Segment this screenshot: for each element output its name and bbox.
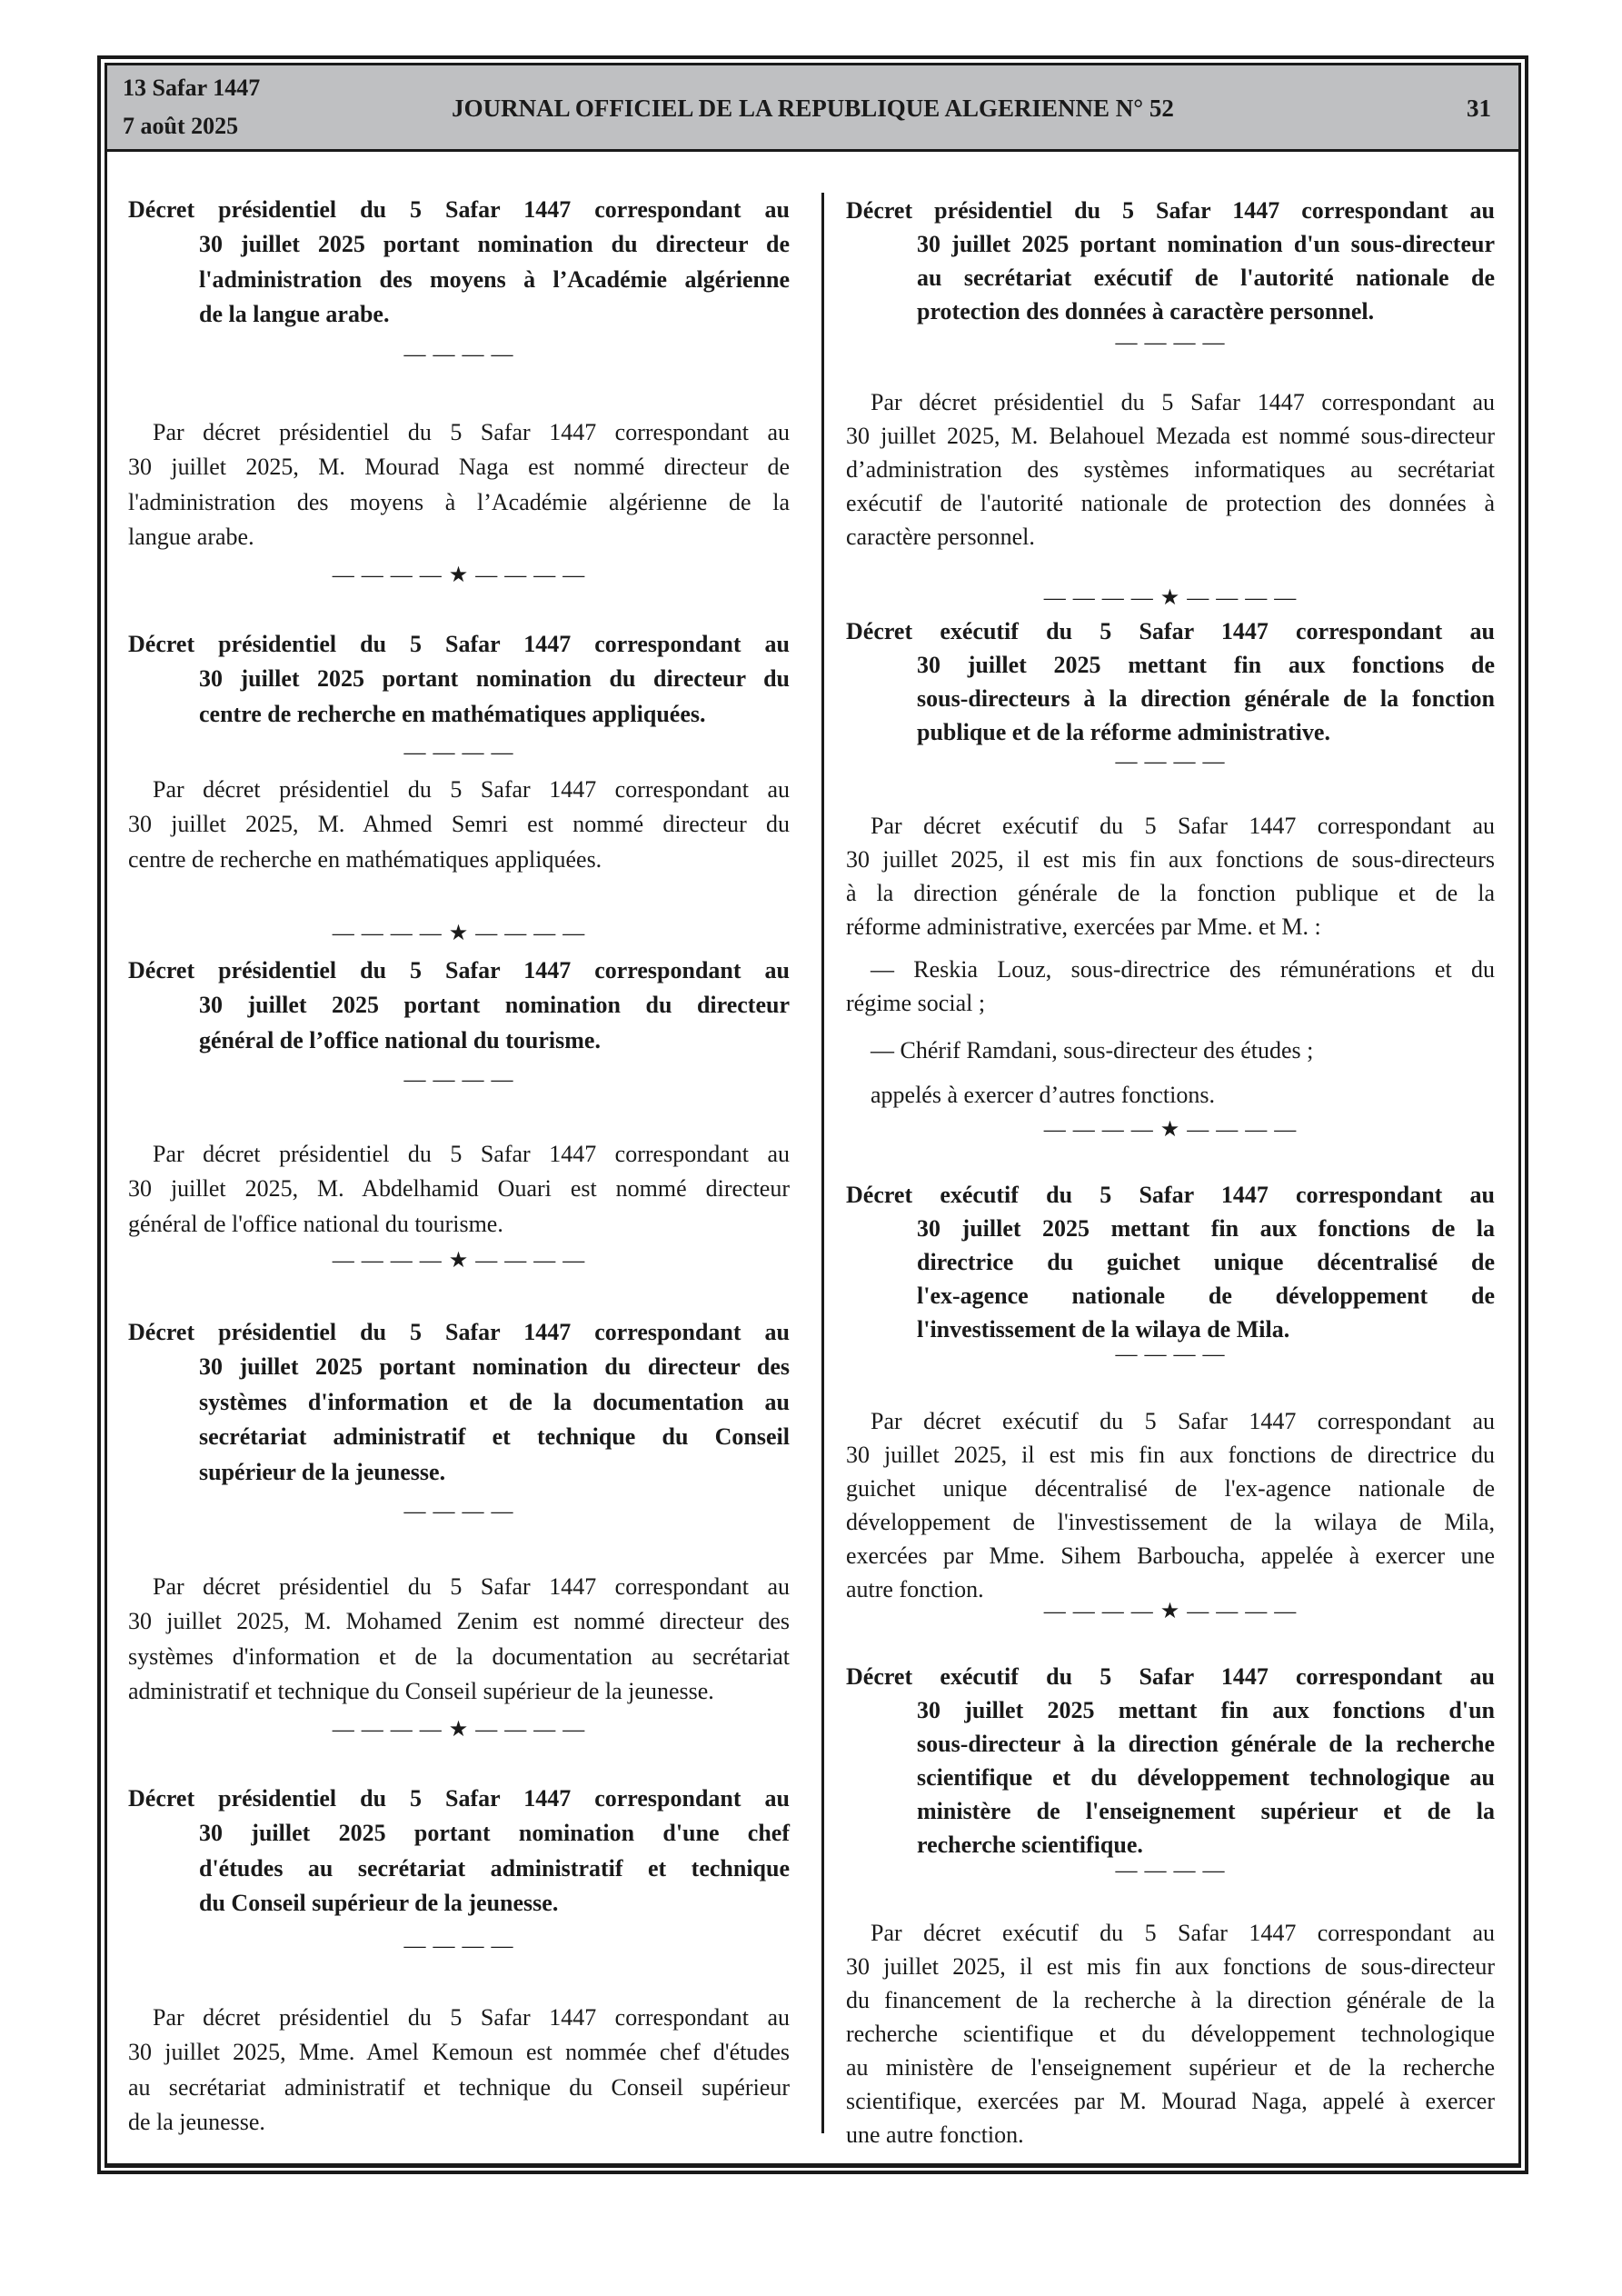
text-line-content: 30 juillet 2025, M. Belahouel Mezada est nommé sous-directeur — [846, 422, 1495, 449]
text-line — [846, 682, 1495, 715]
text-line-content: exécutif de l'autorité nationale de protection des données à — [846, 489, 1495, 516]
text-line — [846, 715, 1495, 749]
text-line — [846, 953, 1495, 986]
text-line-content: sous-directeurs à la direction générale de la fonction — [917, 684, 1495, 712]
text-line — [128, 2105, 790, 2141]
dash-separator-text: — — — — — [403, 1499, 514, 1523]
text-line-content: exercées par Mme. Sihem Barboucha, appelée à exercer une — [846, 1542, 1495, 1569]
text-line-content: Par décret exécutif du 5 Safar 1447 correspondant au — [871, 812, 1495, 839]
dash-separator — [846, 326, 1495, 360]
text-line-content: Décret présidentiel du 5 Safar 1447 correspondant au — [128, 195, 790, 223]
decree-heading — [128, 627, 790, 733]
text-line — [128, 627, 790, 663]
star-separator — [128, 558, 790, 594]
decree-heading — [846, 1660, 1495, 1862]
star-separator-text: — — — — ★ — — — — — [1043, 585, 1298, 610]
star-separator-text: — — — — ★ — — — — — [1043, 1117, 1298, 1142]
text-line — [846, 294, 1495, 328]
text-line-content: l'administration des moyens à l’Académie algérienne — [199, 265, 790, 293]
text-line-content: publique et de la réforme administrative. — [917, 718, 1330, 745]
text-line — [128, 1604, 790, 1640]
text-line — [128, 1137, 790, 1173]
text-line — [846, 227, 1495, 261]
text-line — [846, 2051, 1495, 2084]
text-line — [128, 450, 790, 485]
text-line — [846, 1539, 1495, 1572]
text-line — [128, 263, 790, 298]
text-line — [128, 1172, 790, 1207]
text-line-content: à la direction générale de la fonction publique et de la — [846, 879, 1495, 906]
text-line-content: une autre fonction. — [846, 2121, 1024, 2148]
text-line — [846, 194, 1495, 227]
dash-separator — [846, 1338, 1495, 1372]
text-line-content: 30 juillet 2025, il est mis fin aux fonctions de sous-directeur — [846, 1952, 1495, 1980]
dash-separator — [128, 337, 790, 373]
text-line — [128, 1816, 790, 1852]
decree-paragraph — [846, 385, 1495, 554]
text-line-content: Décret présidentiel du 5 Safar 1447 correspondant au — [128, 630, 790, 657]
text-line — [846, 1033, 1495, 1067]
star-separator-text: — — — — ★ — — — — — [332, 563, 586, 587]
text-line-content: au secrétariat administratif et technique du Conseil supérieur — [128, 2073, 790, 2101]
text-line — [846, 1279, 1495, 1313]
text-line — [846, 1693, 1495, 1727]
text-line-content: 30 juillet 2025 portant nomination du directeur des — [199, 1353, 790, 1381]
text-line — [846, 1245, 1495, 1279]
text-line — [846, 486, 1495, 520]
text-line — [846, 614, 1495, 648]
dash-separator-text: — — — — — [403, 1933, 514, 1958]
text-line-content: supérieur de la jeunesse. — [199, 1458, 446, 1485]
text-line — [846, 986, 1495, 1020]
page-number: 31 — [1467, 95, 1491, 122]
dash-separator — [128, 1494, 790, 1530]
star-separator — [846, 1595, 1495, 1629]
text-line — [846, 910, 1495, 943]
dash-separator-text: — — — — — [403, 1067, 514, 1092]
decree-paragraph — [846, 809, 1495, 943]
text-line-content: réforme administrative, exercées par Mme. et M. : — [846, 913, 1321, 940]
decree-paragraph — [846, 953, 1495, 1020]
text-line — [846, 1078, 1495, 1112]
text-line — [846, 876, 1495, 910]
text-line — [846, 1505, 1495, 1539]
text-line-content: Décret présidentiel du 5 Safar 1447 correspondant au — [128, 956, 790, 983]
text-line-content: de la langue arabe. — [199, 301, 390, 328]
star-separator-text: — — — — ★ — — — — — [332, 921, 586, 945]
decree-heading — [128, 953, 790, 1059]
text-line — [846, 1916, 1495, 1950]
decree-paragraph — [846, 1404, 1495, 1606]
text-line — [128, 1315, 790, 1351]
text-line — [128, 1886, 790, 1922]
text-line-content: général de l’office national du tourisme. — [199, 1026, 601, 1053]
text-line-content: du Conseil supérieur de la jeunesse. — [199, 1890, 559, 1917]
text-line-content: scientifique, exercées par M. Mourad Naga, appelé à exercer — [846, 2087, 1495, 2114]
decree-heading — [846, 614, 1495, 749]
text-line — [128, 988, 790, 1023]
text-line — [846, 2084, 1495, 2118]
text-line-content: au secrétariat exécutif de l'autorité nationale de — [917, 264, 1495, 291]
decree-paragraph — [128, 1570, 790, 1710]
text-line-content: régime social ; — [846, 989, 986, 1016]
star-separator-text: — — — — ★ — — — — — [1043, 1599, 1298, 1623]
dash-separator-text: — — — — — [403, 740, 514, 764]
text-line-content: recherche scientifique et du développement technologique — [846, 2020, 1495, 2047]
star-separator-text: — — — — ★ — — — — — [332, 1717, 586, 1742]
text-line-content: sous-directeur à la direction générale de la recherche — [917, 1730, 1495, 1757]
text-line — [128, 1420, 790, 1455]
text-line — [846, 1404, 1495, 1438]
dash-separator — [128, 1063, 790, 1098]
decree-paragraph — [846, 1078, 1495, 1112]
text-line-content: Par décret exécutif du 5 Safar 1447 correspondant au — [871, 1407, 1495, 1434]
text-line-content: — Reskia Louz, sous-directrice des rémunérations et du — [871, 955, 1495, 983]
text-line-content: Décret présidentiel du 5 Safar 1447 correspondant au — [846, 196, 1495, 224]
text-line-content: Par décret exécutif du 5 Safar 1447 correspondant au — [871, 1919, 1495, 1946]
text-line — [128, 1350, 790, 1385]
text-line-content: 30 juillet 2025, M. Ahmed Semri est nommé directeur du — [128, 811, 790, 838]
decree-paragraph — [128, 773, 790, 878]
text-line — [128, 662, 790, 697]
text-line-content: administratif et technique du Conseil supérieur de la jeunesse. — [128, 1678, 714, 1705]
text-line — [128, 1674, 790, 1710]
text-line-content: Par décret présidentiel du 5 Safar 1447 correspondant au — [153, 1140, 790, 1167]
text-line — [128, 2001, 790, 2036]
text-line — [846, 1660, 1495, 1693]
text-line — [846, 843, 1495, 876]
text-line-content: — Chérif Ramdani, sous-directeur des études ; — [871, 1036, 1314, 1063]
text-line — [128, 193, 790, 228]
text-line-content: recherche scientifique. — [917, 1831, 1143, 1858]
text-line — [846, 1983, 1495, 2017]
text-line-content: d’administration des systèmes informatiques au secrétariat — [846, 455, 1495, 483]
text-line-content: protection des données à caractère personnel. — [917, 297, 1375, 324]
text-line — [846, 1212, 1495, 1245]
dash-separator-text: — — — — — [1115, 749, 1226, 774]
text-line — [128, 297, 790, 333]
dash-separator-text: — — — — — [1115, 1342, 1226, 1366]
text-line-content: Par décret présidentiel du 5 Safar 1447 correspondant au — [153, 1572, 790, 1600]
text-line — [128, 1385, 790, 1421]
text-line — [128, 1023, 790, 1059]
text-line-content: Par décret présidentiel du 5 Safar 1447 correspondant au — [153, 418, 790, 445]
text-line — [128, 227, 790, 263]
text-line-content: caractère personnel. — [846, 523, 1035, 550]
decree-paragraph — [128, 2001, 790, 2141]
column-divider — [821, 193, 824, 2133]
star-separator — [128, 1712, 790, 1748]
text-line — [846, 2017, 1495, 2051]
text-line-content: 30 juillet 2025, Mme. Amel Kemoun est nommée chef d'études — [128, 2039, 790, 2066]
star-separator — [846, 582, 1495, 615]
decree-heading — [846, 1178, 1495, 1346]
text-line — [846, 419, 1495, 453]
decree-paragraph — [128, 1137, 790, 1243]
text-line-content: systèmes d'information et de la documentation au secrétariat — [128, 1642, 790, 1670]
dash-separator-text: — — — — — [1115, 330, 1226, 354]
text-line-content: d'études au secrétariat administratif et technique — [199, 1854, 790, 1882]
text-line — [846, 2118, 1495, 2151]
decree-paragraph — [846, 1916, 1495, 2151]
text-line — [846, 809, 1495, 843]
dash-separator — [128, 1929, 790, 1964]
text-line-content: 30 juillet 2025 portant nomination d'une chef — [199, 1820, 790, 1847]
text-line-content: Décret exécutif du 5 Safar 1447 correspondant au — [846, 617, 1495, 644]
text-line-content: scientifique et du développement technologique au — [917, 1763, 1495, 1791]
header-date: 7 août 2025 — [123, 113, 239, 139]
text-line-content: 30 juillet 2025 portant nomination d'un sous-directeur — [917, 230, 1495, 257]
text-line — [128, 2035, 790, 2071]
text-line-content: l'administration des moyens à l’Académie algérienne de la — [128, 488, 790, 515]
text-line — [846, 648, 1495, 682]
text-line — [846, 1950, 1495, 1983]
text-line-content: Par décret présidentiel du 5 Safar 1447 correspondant au — [153, 2003, 790, 2031]
dash-separator — [846, 745, 1495, 779]
decree-heading — [128, 1782, 790, 1922]
text-line-content: guichet unique décentralisé de l'ex-agence nationale de — [846, 1474, 1495, 1502]
journal-header — [107, 65, 1518, 152]
text-line-content: du financement de la recherche à la direction générale de la — [846, 1986, 1495, 2013]
text-line — [128, 843, 790, 878]
text-line — [128, 1782, 790, 1817]
text-line-content: Par décret présidentiel du 5 Safar 1447 correspondant au — [871, 388, 1495, 415]
text-line — [846, 1438, 1495, 1472]
text-line-content: Décret présidentiel du 5 Safar 1447 correspondant au — [128, 1318, 790, 1345]
text-line-content: 30 juillet 2025, il est mis fin aux fonctions de directrice du — [846, 1441, 1495, 1468]
text-line-content: 30 juillet 2025 mettant fin aux fonctions de — [917, 651, 1495, 678]
star-separator — [128, 916, 790, 952]
text-line-content: langue arabe. — [128, 524, 254, 551]
text-line — [128, 415, 790, 451]
text-line — [846, 1727, 1495, 1761]
text-line — [128, 807, 790, 843]
text-line-content: l'ex-agence nationale de développement de — [917, 1282, 1495, 1309]
text-line-content: directrice du guichet unique décentralisé de — [917, 1248, 1495, 1275]
decree-heading — [128, 1315, 790, 1491]
text-line-content: 30 juillet 2025 mettant fin aux fonctions d'un — [917, 1696, 1495, 1723]
text-line-content: secrétariat administratif et technique du Conseil — [199, 1423, 790, 1451]
header-hijri-date: 13 Safar 1447 — [123, 75, 261, 101]
text-line — [128, 697, 790, 733]
journal-title: JOURNAL OFFICIEL DE LA REPUBLIQUE ALGERIENNE N° 52 — [452, 95, 1174, 122]
text-line — [846, 453, 1495, 486]
decree-paragraph — [128, 415, 790, 555]
text-line-content: l'investissement de la wilaya de Mila. — [917, 1315, 1290, 1343]
text-line-content: autre fonction. — [846, 1575, 984, 1602]
text-line-content: 30 juillet 2025, M. Mohamed Zenim est nommé directeur des — [128, 1608, 790, 1635]
text-line-content: 30 juillet 2025, M. Mourad Naga est nommé directeur de — [128, 454, 790, 481]
dash-separator — [846, 1854, 1495, 1888]
text-line-content: 30 juillet 2025, il est mis fin aux fonctions de sous-directeurs — [846, 845, 1495, 873]
text-line-content: développement de l'investissement de la wilaya de Mila, — [846, 1508, 1495, 1535]
text-line-content: Décret exécutif du 5 Safar 1447 correspondant au — [846, 1181, 1495, 1208]
text-line — [128, 2071, 790, 2106]
text-line-content: Décret exécutif du 5 Safar 1447 correspondant au — [846, 1662, 1495, 1690]
text-line-content: centre de recherche en mathématiques appliquées. — [199, 700, 706, 727]
dash-separator-text: — — — — — [1115, 1858, 1226, 1882]
text-line-content: 30 juillet 2025, M. Abdelhamid Ouari est nommé directeur — [128, 1175, 790, 1203]
star-separator — [128, 1243, 790, 1279]
text-line — [128, 1640, 790, 1675]
text-line — [846, 385, 1495, 419]
text-line-content: appelés à exercer d’autres fonctions. — [871, 1081, 1215, 1108]
text-line — [128, 485, 790, 521]
text-line — [846, 1178, 1495, 1212]
text-line-content: systèmes d'information et de la documentation au — [199, 1388, 790, 1415]
text-line-content: au ministère de l'enseignement supérieur et de la recherche — [846, 2053, 1495, 2081]
text-line — [846, 1794, 1495, 1828]
dash-separator — [128, 735, 790, 771]
text-line-content: 30 juillet 2025 portant nomination du directeur du — [199, 665, 790, 693]
star-separator — [846, 1113, 1495, 1147]
star-separator-text: — — — — ★ — — — — — [332, 1248, 586, 1273]
text-line-content: 30 juillet 2025 portant nomination du directeur de — [199, 231, 790, 258]
text-line-content: centre de recherche en mathématiques appliquées. — [128, 845, 602, 873]
text-line — [846, 1761, 1495, 1794]
text-line — [846, 261, 1495, 294]
text-line — [128, 520, 790, 555]
text-line — [128, 1852, 790, 1887]
text-line-content: ministère de l'enseignement supérieur et de la — [917, 1797, 1495, 1824]
text-line — [128, 1207, 790, 1243]
text-line-content: de la jeunesse. — [128, 2109, 265, 2136]
text-line-content: Décret présidentiel du 5 Safar 1447 correspondant au — [128, 1784, 790, 1812]
text-line-content: Par décret présidentiel du 5 Safar 1447 correspondant au — [153, 775, 790, 803]
text-line — [846, 1472, 1495, 1505]
text-line-content: général de l'office national du tourisme. — [128, 1210, 503, 1237]
text-line — [128, 773, 790, 808]
decree-heading — [846, 194, 1495, 328]
text-line — [128, 953, 790, 989]
text-line-content: 30 juillet 2025 mettant fin aux fonctions de la — [917, 1214, 1495, 1242]
dash-separator-text: — — — — — [403, 342, 514, 366]
text-line — [128, 1455, 790, 1491]
decree-paragraph — [846, 1033, 1495, 1067]
text-line-content: 30 juillet 2025 portant nomination du directeur — [199, 992, 790, 1019]
text-line — [846, 520, 1495, 554]
text-line — [128, 1570, 790, 1605]
decree-heading — [128, 193, 790, 333]
